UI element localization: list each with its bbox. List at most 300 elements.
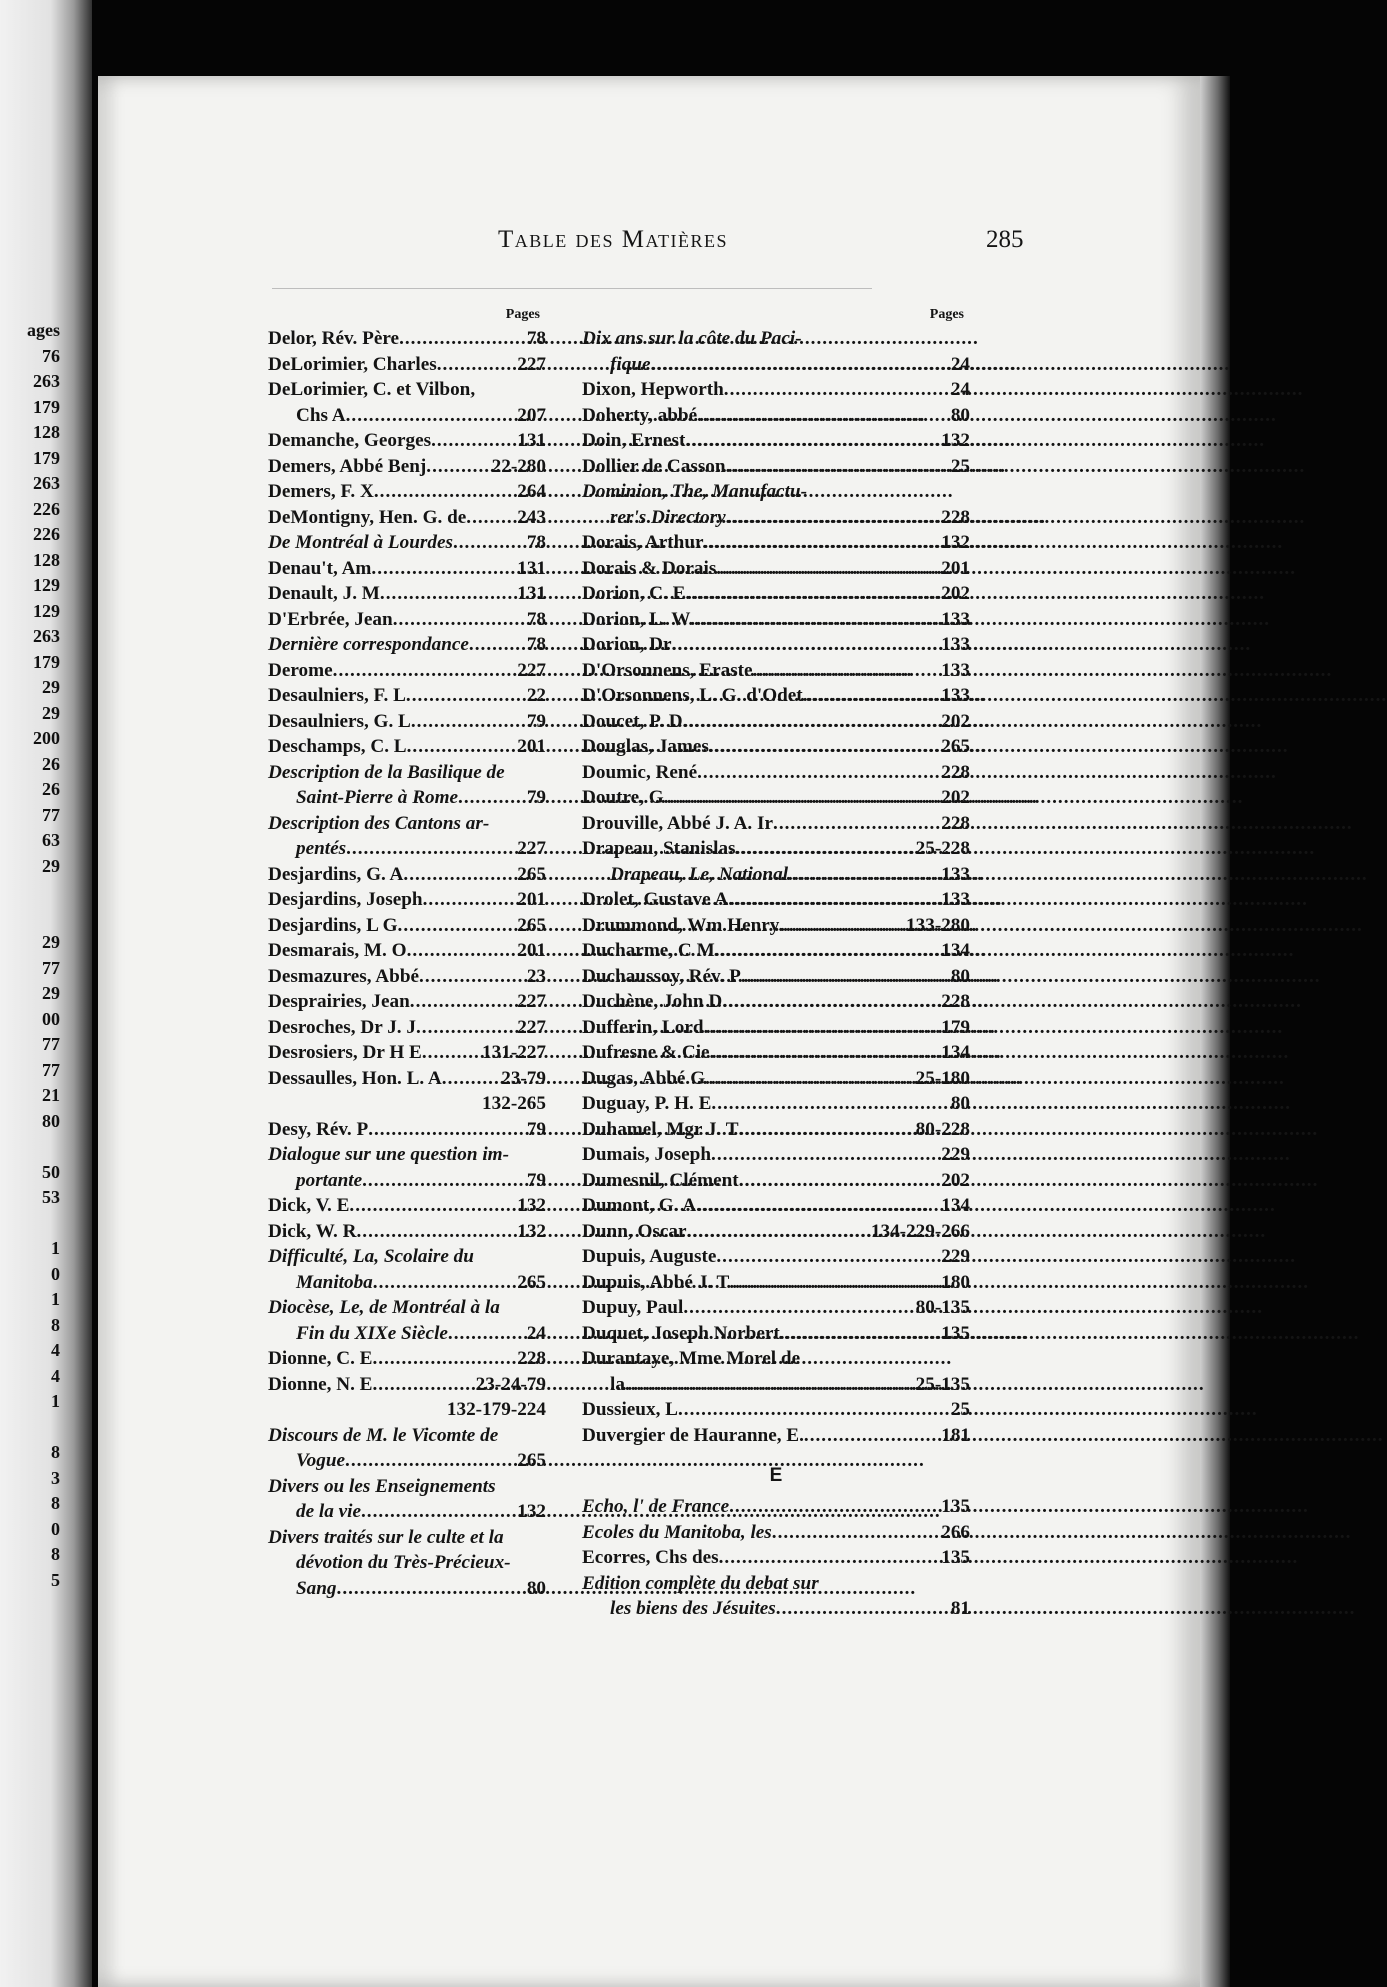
margin-fragment: 128 bbox=[33, 549, 60, 570]
leader-dots bbox=[741, 964, 948, 990]
entry-name: Doherty, abbé bbox=[582, 404, 698, 426]
entry-name: Duhamel, Mgr J. T bbox=[582, 1118, 739, 1140]
index-entry bbox=[268, 1244, 546, 1270]
margin-fragment: 8 bbox=[51, 1544, 60, 1564]
margin-fragment: 80 bbox=[42, 1110, 60, 1131]
entry-name: Durantaye, Mme Morel de bbox=[582, 1348, 801, 1369]
leader-dots bbox=[346, 403, 515, 429]
entry-page: 24 bbox=[526, 1322, 546, 1344]
index-entry bbox=[268, 607, 546, 633]
index-entry bbox=[268, 581, 546, 607]
margin-fragment: 179 bbox=[33, 651, 60, 672]
entry-page: 202 bbox=[941, 583, 970, 604]
leader-dots bbox=[753, 658, 939, 684]
entry-page: 202 bbox=[941, 787, 970, 808]
leader-dots bbox=[407, 938, 515, 964]
entry-page: 78 bbox=[526, 634, 546, 655]
margin-fragment: 4 bbox=[51, 1340, 60, 1360]
index-entry bbox=[582, 1270, 970, 1296]
index-entry bbox=[582, 785, 970, 811]
entry-page: 131 bbox=[517, 430, 546, 451]
index-column-left bbox=[268, 300, 546, 1601]
index-entry bbox=[582, 479, 970, 505]
margin-fragment: 129 bbox=[33, 600, 60, 621]
index-entry bbox=[582, 505, 970, 531]
entry-page: 265 bbox=[517, 1450, 546, 1471]
entry-name: Derome bbox=[268, 659, 333, 681]
index-entry bbox=[582, 1571, 970, 1597]
entry-name: Dionne, C. E bbox=[268, 1348, 373, 1369]
leader-dots bbox=[373, 1270, 514, 1296]
leader-dots bbox=[788, 862, 938, 888]
entry-name: Desrosiers, Dr H E bbox=[268, 1042, 422, 1063]
index-entry bbox=[268, 862, 546, 888]
index-entry bbox=[582, 403, 970, 429]
entry-name: Manitoba bbox=[296, 1271, 373, 1293]
index-entry bbox=[582, 1321, 970, 1347]
index-entry bbox=[268, 1321, 546, 1347]
entry-page: 202 bbox=[941, 710, 970, 732]
index-entry bbox=[268, 1474, 546, 1500]
entry-page: 180 bbox=[941, 1271, 970, 1293]
entry-page: 80 bbox=[526, 1577, 546, 1599]
margin-fragment: 29 bbox=[42, 702, 60, 723]
index-entry bbox=[582, 1040, 970, 1066]
entry-name: Dupuy, Paul bbox=[582, 1297, 684, 1318]
entry-name: Dorion, L. W bbox=[582, 608, 691, 630]
margin-fragment: 1 bbox=[51, 1289, 60, 1309]
entry-page: 135 bbox=[941, 1547, 970, 1568]
entry-page: 80 bbox=[950, 404, 970, 426]
entry-page: 24 bbox=[950, 353, 970, 375]
entry-page: 228 bbox=[517, 1348, 546, 1369]
margin-fragment: 77 bbox=[42, 1034, 60, 1054]
leader-dots bbox=[728, 887, 938, 913]
entry-name: D'Orsonnens, L. G. d'Odet. bbox=[582, 685, 808, 706]
entry-name: Desprairies, Jean bbox=[268, 991, 410, 1012]
leader-dots bbox=[448, 1321, 524, 1347]
index-entry bbox=[582, 1295, 970, 1321]
margin-fragment: 129 bbox=[33, 575, 60, 595]
leader-dots bbox=[458, 785, 524, 811]
margin-fragment: 21 bbox=[42, 1085, 60, 1105]
margin-fragment: 76 bbox=[42, 345, 60, 366]
index-entry bbox=[268, 1372, 546, 1398]
index-entry bbox=[582, 1168, 970, 1194]
entry-name: Dumont, G. A bbox=[582, 1195, 697, 1216]
leader-dots bbox=[685, 428, 938, 454]
entry-page: 132 bbox=[941, 532, 970, 553]
entry-page: 228 bbox=[941, 812, 970, 834]
leader-dots bbox=[719, 1545, 939, 1571]
entry-page: 81 bbox=[950, 1598, 970, 1619]
entry-name: Dollier de Casson bbox=[582, 455, 726, 477]
entry-page: 79 bbox=[526, 710, 546, 732]
entry-page: 201 bbox=[517, 736, 546, 757]
leader-dots bbox=[729, 1494, 938, 1520]
entry-name: Drolet, Gustave A bbox=[582, 889, 729, 910]
leader-dots bbox=[780, 1321, 938, 1347]
index-entry bbox=[582, 1494, 970, 1520]
leader-dots bbox=[426, 454, 488, 480]
margin-fragment: 226 bbox=[33, 498, 60, 519]
index-entry bbox=[268, 454, 546, 480]
leader-dots bbox=[722, 989, 938, 1015]
leader-dots bbox=[804, 1423, 938, 1449]
index-entry bbox=[582, 377, 970, 403]
entry-page: 80 bbox=[950, 1093, 970, 1114]
entry-name: Desjardins, L G bbox=[268, 914, 398, 936]
margin-fragment: 179 bbox=[33, 447, 60, 468]
entry-page: 80-135 bbox=[915, 1297, 970, 1318]
leader-dots bbox=[422, 1040, 479, 1066]
index-entry bbox=[268, 887, 546, 913]
index-entry bbox=[582, 1117, 970, 1143]
entry-name: De Montréal à Lourdes bbox=[268, 532, 453, 553]
entry-page: 265 bbox=[517, 863, 546, 885]
leader-dots bbox=[683, 1295, 912, 1321]
margin-fragment: 77 bbox=[42, 957, 60, 978]
entry-page: 133 bbox=[941, 659, 970, 681]
entry-page: 179 bbox=[941, 1016, 970, 1038]
entry-page: 22 bbox=[526, 685, 546, 706]
entry-name: Doucet, P. D bbox=[582, 710, 683, 732]
margin-fragment bbox=[0, 905, 60, 931]
index-entry bbox=[582, 989, 970, 1015]
margin-fragment: 4 bbox=[51, 1365, 60, 1386]
entry-page: 227 bbox=[517, 659, 546, 681]
leader-dots bbox=[431, 428, 514, 454]
page-number: 285 bbox=[986, 226, 1024, 253]
leader-dots bbox=[697, 403, 948, 429]
column-heading: Pages bbox=[505, 307, 540, 322]
index-entry bbox=[582, 887, 970, 913]
entry-page: 265 bbox=[941, 736, 970, 757]
leader-dots bbox=[715, 938, 939, 964]
index-entry bbox=[582, 1244, 970, 1270]
entry-page: 133 bbox=[941, 608, 970, 630]
entry-page: 132-179-224 bbox=[446, 1399, 546, 1420]
entry-page: 25-180 bbox=[915, 1067, 970, 1089]
entry-page: 228 bbox=[941, 761, 970, 783]
leader-dots bbox=[724, 377, 948, 403]
entry-name: Doin, Ernest bbox=[582, 430, 686, 451]
index-entry bbox=[582, 964, 970, 990]
running-title: Table des Matières bbox=[498, 226, 728, 253]
entry-name: Dorais, Arthur bbox=[582, 532, 704, 553]
margin-fragment: 26 bbox=[42, 753, 60, 774]
index-entry bbox=[268, 709, 546, 735]
entry-name: Dialogue sur une question im- bbox=[268, 1144, 509, 1165]
entry-page: 228 bbox=[941, 506, 970, 528]
entry-page: 132 bbox=[517, 1195, 546, 1216]
column-heading: Pages bbox=[929, 307, 964, 322]
index-entry bbox=[582, 581, 970, 607]
index-column-right bbox=[582, 300, 970, 1622]
entry-page: 228 bbox=[941, 991, 970, 1012]
entry-page: 265 bbox=[517, 1271, 546, 1293]
leader-dots bbox=[372, 1372, 472, 1398]
entry-name: Dessaulles, Hon. L. A bbox=[268, 1067, 442, 1089]
entry-name: Doumic, René bbox=[582, 761, 698, 783]
leader-dots bbox=[664, 785, 939, 811]
entry-name: Desjardins, Joseph bbox=[268, 889, 423, 910]
entry-page: 80-228 bbox=[915, 1118, 970, 1140]
entry-page: 229 bbox=[941, 1246, 970, 1267]
entry-name: D'Erbrée, Jean bbox=[268, 608, 393, 630]
entry-name: Denau't, Am bbox=[268, 557, 372, 579]
entry-name: Demers, F. X bbox=[268, 481, 374, 502]
index-entry bbox=[268, 1423, 546, 1449]
entry-name: Ecorres, Chs des bbox=[582, 1547, 719, 1568]
entry-name: Douglas, James bbox=[582, 736, 709, 757]
entry-name: Discours de M. le Vicomte de bbox=[268, 1424, 499, 1446]
margin-fragment bbox=[0, 1134, 60, 1160]
leader-dots bbox=[345, 1448, 514, 1474]
index-entry bbox=[268, 530, 546, 556]
index-entry bbox=[582, 658, 970, 684]
index-entry bbox=[268, 352, 546, 378]
leader-dots bbox=[469, 632, 524, 658]
index-entry bbox=[582, 326, 970, 352]
leader-dots bbox=[776, 1596, 948, 1622]
entry-name: Denault, J. M bbox=[268, 583, 380, 604]
entry-name: Ecoles du Manitoba, les bbox=[582, 1521, 772, 1543]
entry-page: 132 bbox=[517, 1220, 546, 1242]
leader-dots bbox=[453, 530, 524, 556]
margin-fragment: 226 bbox=[33, 524, 60, 544]
margin-fragment: ages bbox=[27, 320, 60, 340]
index-entry bbox=[268, 1499, 546, 1525]
leader-dots bbox=[739, 1168, 939, 1194]
index-entry bbox=[582, 1346, 970, 1372]
index-entry bbox=[582, 1520, 970, 1546]
margin-fragment: 3 bbox=[51, 1467, 60, 1488]
entry-name: Desaulniers, G. L bbox=[268, 710, 411, 732]
index-entry bbox=[268, 1550, 546, 1576]
margin-fragment: 00 bbox=[42, 1008, 60, 1029]
index-entry bbox=[268, 1525, 546, 1551]
entry-page: 135 bbox=[941, 1496, 970, 1517]
entry-page: 79 bbox=[526, 1169, 546, 1191]
margin-fragment: 263 bbox=[33, 473, 60, 493]
index-entry bbox=[268, 836, 546, 862]
entry-name: portante bbox=[296, 1169, 363, 1191]
margin-fragment: 8 bbox=[51, 1314, 60, 1335]
entry-name: Vogue bbox=[296, 1450, 346, 1471]
leader-dots bbox=[726, 454, 948, 480]
entry-name: pentés bbox=[296, 838, 347, 859]
entry-name: Divers traités sur le culte et la bbox=[268, 1526, 504, 1548]
index-entry bbox=[268, 1168, 546, 1194]
section-letter: E bbox=[769, 1465, 783, 1486]
index-entry bbox=[582, 1142, 970, 1168]
index-entry bbox=[582, 913, 970, 939]
margin-fragment: 8 bbox=[51, 1493, 60, 1513]
index-entry bbox=[582, 454, 970, 480]
margin-fragment: 77 bbox=[42, 1059, 60, 1080]
leader-dots bbox=[709, 734, 938, 760]
index-entry bbox=[268, 1091, 546, 1117]
leader-dots bbox=[683, 709, 939, 735]
index-entry bbox=[268, 632, 546, 658]
index-entry bbox=[268, 1066, 546, 1092]
index-entry bbox=[582, 1066, 970, 1092]
index-entry bbox=[582, 556, 970, 582]
entry-page: 79 bbox=[526, 1118, 546, 1140]
index-entry bbox=[582, 709, 970, 735]
entry-page: 133 bbox=[941, 634, 970, 655]
entry-page: 78 bbox=[526, 608, 546, 630]
entry-name: Difficulté, La, Scolaire du bbox=[268, 1246, 474, 1267]
index-entry bbox=[268, 811, 546, 837]
entry-page: 78 bbox=[526, 328, 546, 349]
entry-name: Diocèse, Le, de Montréal à la bbox=[268, 1297, 500, 1318]
header-rule bbox=[272, 288, 872, 289]
entry-name: Duquet, Joseph Norbert bbox=[582, 1322, 780, 1344]
entry-page: 134 bbox=[941, 1195, 970, 1216]
leader-dots bbox=[625, 1372, 913, 1398]
margin-fragment: 263 bbox=[33, 371, 60, 391]
entry-name: Deschamps, C. L bbox=[268, 736, 407, 757]
index-entry bbox=[582, 938, 970, 964]
index-entry bbox=[268, 556, 546, 582]
leader-dots bbox=[704, 1015, 939, 1041]
entry-name: Dick, V. E bbox=[268, 1195, 350, 1216]
entry-name: Dussieux, L bbox=[582, 1399, 678, 1420]
entry-page: 25 bbox=[950, 455, 970, 477]
index-entry bbox=[268, 734, 546, 760]
margin-fragment: 77 bbox=[42, 804, 60, 825]
entry-page: 23-79 bbox=[501, 1067, 546, 1089]
index-entry bbox=[582, 530, 970, 556]
entry-name: Duvergier de Hauranne, E. bbox=[582, 1424, 804, 1446]
margin-fragment: 200 bbox=[33, 728, 60, 748]
margin-fragment: 50 bbox=[42, 1161, 60, 1182]
entry-name: Drouville, Abbé J. A. Ir bbox=[582, 812, 774, 834]
leader-dots bbox=[686, 1219, 867, 1245]
entry-name: Duguay, P. H. E bbox=[582, 1093, 712, 1114]
leader-dots bbox=[398, 913, 515, 939]
margin-fragment: 1 bbox=[51, 1391, 60, 1411]
entry-page: 132 bbox=[517, 1501, 546, 1522]
index-entry bbox=[582, 811, 970, 837]
entry-name: Dunn, Oscar bbox=[582, 1220, 687, 1242]
index-entry bbox=[268, 1117, 546, 1143]
index-entry bbox=[582, 1423, 970, 1449]
leader-dots bbox=[704, 530, 939, 556]
index-entry bbox=[268, 377, 546, 403]
entry-name: Dix ans sur la côte du Paci- bbox=[582, 328, 802, 349]
leader-dots bbox=[672, 632, 939, 658]
leader-dots bbox=[678, 1397, 948, 1423]
entry-name: Dupuis, Abbé J. T bbox=[582, 1271, 730, 1293]
entry-name: dévotion du Très-Précieux- bbox=[296, 1552, 511, 1573]
margin-fragment: 5 bbox=[51, 1569, 60, 1590]
leader-dots bbox=[403, 862, 514, 888]
entry-name: Echo, l' de France bbox=[582, 1496, 730, 1517]
index-entry bbox=[268, 683, 546, 709]
entry-page: 243 bbox=[517, 506, 546, 528]
margin-fragment bbox=[0, 1415, 60, 1441]
leader-dots bbox=[423, 887, 515, 913]
entry-name: Dorion, Dr bbox=[582, 634, 672, 655]
leader-dots bbox=[407, 734, 515, 760]
entry-name: Desroches, Dr J. J bbox=[268, 1016, 416, 1038]
entry-name: fique bbox=[610, 353, 651, 375]
margin-fragment: 1 bbox=[51, 1238, 60, 1258]
index-entry bbox=[268, 1193, 546, 1219]
page-header bbox=[98, 226, 1200, 256]
entry-name: Desmarais, M. O bbox=[268, 940, 407, 961]
entry-page: 79 bbox=[526, 787, 546, 808]
index-entry bbox=[268, 1576, 546, 1602]
entry-page: 133-280 bbox=[906, 914, 970, 936]
leader-dots bbox=[361, 1499, 514, 1525]
entry-page: 25 bbox=[950, 1399, 970, 1420]
entry-name: DeLorimier, Charles bbox=[268, 353, 437, 375]
entry-name: Drapeau, Le, National bbox=[610, 863, 789, 885]
margin-fragment: 29 bbox=[42, 677, 60, 697]
index-entry bbox=[582, 836, 970, 862]
index-entry bbox=[268, 938, 546, 964]
index-entry bbox=[582, 1596, 970, 1622]
entry-name: Description de la Basilique de bbox=[268, 761, 505, 783]
entry-name: Dugas, Abbé G bbox=[582, 1067, 706, 1089]
leader-dots bbox=[705, 1066, 912, 1092]
entry-name: Saint-Pierre à Rome bbox=[296, 787, 459, 808]
entry-page: 23-24-79 bbox=[475, 1373, 546, 1395]
entry-name: Dominion, The, Manufactu- bbox=[582, 481, 807, 502]
index-entry bbox=[582, 683, 970, 709]
margin-fragment bbox=[0, 879, 60, 905]
index-entry bbox=[268, 505, 546, 531]
entry-name: Dorion, C. E bbox=[582, 583, 686, 604]
margin-fragment: 29 bbox=[42, 983, 60, 1003]
entry-page: 202 bbox=[941, 1169, 970, 1191]
index-entry bbox=[582, 1091, 970, 1117]
margin-fragment: 128 bbox=[33, 422, 60, 442]
margin-fragment: 0 bbox=[51, 1518, 60, 1539]
index-entry bbox=[268, 785, 546, 811]
previous-page-fragments bbox=[0, 318, 60, 1593]
entry-name: Demers, Abbé Benj bbox=[268, 455, 427, 477]
index-entry bbox=[268, 1270, 546, 1296]
entry-page: 133 bbox=[941, 685, 970, 706]
entry-list bbox=[582, 326, 970, 1448]
margin-fragment: 179 bbox=[33, 396, 60, 417]
entry-page: 131 bbox=[517, 583, 546, 604]
index-entry bbox=[268, 1295, 546, 1321]
leader-dots bbox=[337, 1576, 524, 1602]
entry-name: D'Orsonnens, Eraste bbox=[582, 659, 753, 681]
entry-name: Dupuis, Auguste bbox=[582, 1246, 717, 1267]
leader-dots bbox=[419, 964, 524, 990]
leader-dots bbox=[773, 811, 938, 837]
margin-fragment: 263 bbox=[33, 626, 60, 646]
entry-name: Dernière correspondance bbox=[268, 634, 469, 655]
index-entry bbox=[268, 658, 546, 684]
leader-dots bbox=[349, 1193, 514, 1219]
leader-dots bbox=[772, 1520, 938, 1546]
entry-page: 181 bbox=[941, 1424, 970, 1446]
leader-dots bbox=[416, 1015, 514, 1041]
margin-fragment: 8 bbox=[51, 1442, 60, 1462]
entry-name: Delor, Rév. Père bbox=[268, 328, 400, 349]
entry-name: Desy, Rév. P bbox=[268, 1118, 369, 1140]
entry-name: Desmazures, Abbé bbox=[268, 965, 420, 987]
index-entry bbox=[268, 1346, 546, 1372]
